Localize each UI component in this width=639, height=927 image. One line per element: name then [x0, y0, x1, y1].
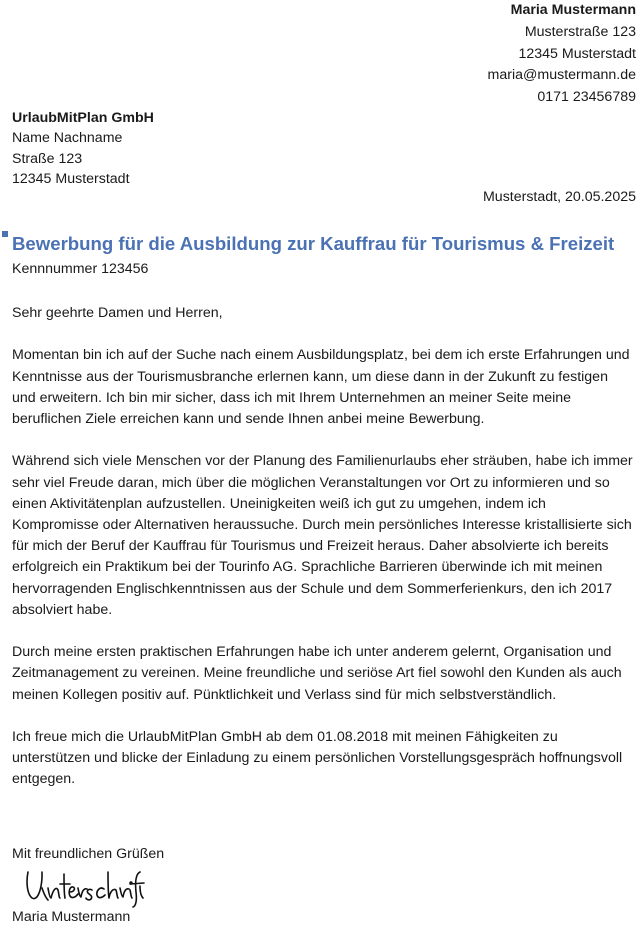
closing-phrase: Mit freundlichen Grüßen [12, 846, 165, 862]
sender-street: Musterstraße 123 [524, 23, 636, 40]
body-paragraph: Während sich viele Menschen vor der Planung des Familienurlaubs eher sträuben, habe ich immer sehr viel Freude daran, mich über die möglichen Veranstaltungen vor Ort zu informieren und so einen Aktivitätenplan aufzustellen. Uneinigkeiten weiß ich gut zu umgehen, indem ich Kompromisse oder Alternativen heraussuche. Durch mein persönliches Interesse kristallisierte sich für mich der Beruf der Kauffrau für Tourismus und Freizeit heraus. Daher absolvierte ich bereits erfolgreich ein Praktikum bei der Tourinfo AG. Sprachliche Barrieren überwinde ich mit meinen hervorragenden Englischkenntnissen aus der Schule und dem Sommerferienkurs, den ich 2017 absolviert habe. [12, 453, 633, 618]
letter-subject: Bewerbung für die Ausbildung zur Kauffrau für Tourismus & Freizeit [12, 233, 615, 254]
sender-phone: 0171 23456789 [537, 89, 636, 106]
sender-name: Maria Mustermann [510, 2, 636, 18]
body-paragraph: Momentan bin ich auf der Suche nach einem Ausbildungsplatz, bei dem ich erste Erfahrungen und Kenntnisse aus der Tourismusbranche erlernen kann, um diese dann in der Zukunft zu festigen und erweitern. Ich bin mir sicher, dass ich mit Ihrem Unternehmen an meiner Seite meine beruflichen Ziele erreichen kann und sende Ihnen anbei meine Bewerbung. [12, 347, 630, 427]
reference-number: Kennnummer 123456 [12, 261, 149, 277]
sender-email: maria@mustermann.de [487, 67, 636, 84]
letter-body [12, 303, 634, 812]
sender-address [488, 0, 636, 109]
body-paragraph: Ich freue mich die UrlaubMitPlan GmbH ab dem 01.08.2018 mit meinen Fähigkeiten zu unterstützen und blicke der Einladung zu einem persönlichen Vorstellungsgespräch hoffnungsvoll entgegen. [12, 729, 623, 788]
salutation: Sehr geehrte Damen und Herren, [12, 305, 223, 321]
recipient-company: UrlaubMitPlan GmbH [12, 110, 154, 126]
body-paragraph: Durch meine ersten praktischen Erfahrungen habe ich unter anderem gelernt, Organisation und Zeitmanagement zu vereinen. Meine freundliche und seriöse Art fiel sowohl den Kunden als auch meinen Kollegen positiv auf. Pünktlichkeit und Verlass sind für mich selbstverständlich. [12, 644, 622, 703]
letter-date: Musterstadt, 20.05.2025 [482, 189, 636, 205]
recipient-street: Straße 123 [12, 150, 83, 167]
subject-marker [2, 231, 8, 237]
handwritten-signature [20, 864, 145, 908]
recipient-city: 12345 Musterstadt [12, 170, 130, 187]
sender-city: 12345 Musterstadt [518, 45, 636, 62]
recipient-contact: Name Nachname [12, 130, 123, 147]
recipient-address [12, 108, 154, 189]
signer-name: Maria Mustermann [12, 909, 131, 925]
